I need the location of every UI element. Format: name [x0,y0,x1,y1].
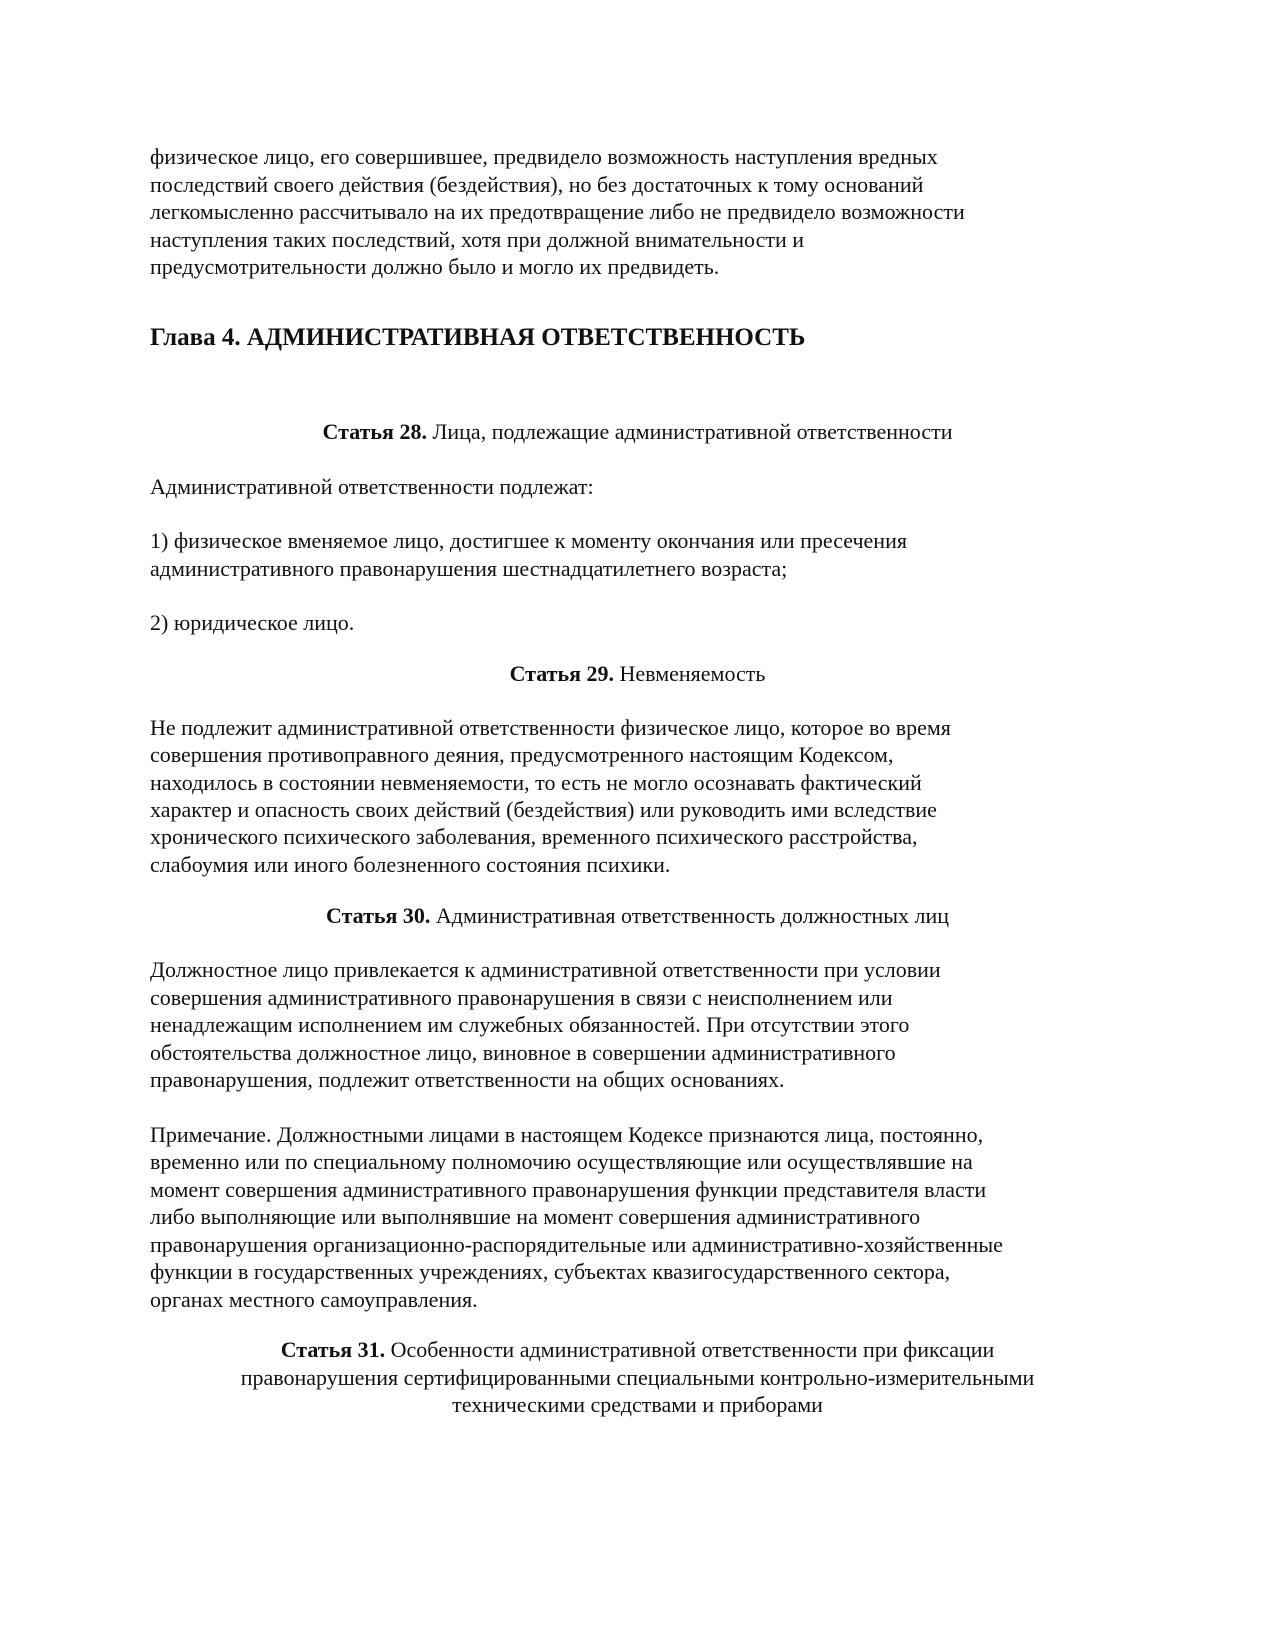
text-line: функции в государственных учреждениях, субъектах квазигосударственного сектора, [150,1259,951,1284]
article-29-heading [150,660,1125,688]
text-line: Не подлежит административной ответственности физическое лицо, которое во время [150,715,951,740]
list-item: 2) юридическое лицо. [150,610,355,635]
note-line: Примечание. Должностными лицами в настоящем Кодексе признаются лица, постоянно, [150,1122,984,1147]
text-line: совершения административного правонарушения в связи с неисполнением или [150,985,893,1010]
text-line: обстоятельства должностное лицо, виновное в совершении административного [150,1040,896,1065]
article-number: Статья 30. [325,903,431,928]
article-title: Особенности административной ответственности при фиксации [385,1337,995,1362]
text-line: правонарушения, подлежит ответственности на общих основаниях. [150,1067,785,1092]
article-title-line: техническими средствами и приборами [452,1392,823,1417]
text-line: слабоумия или иного болезненного состояния психики. [150,852,671,877]
article-30-heading [150,902,1125,930]
article-title-line: правонарушения сертифицированными специальными контрольно-измерительными [240,1365,1035,1390]
article-title: Административная ответственность должностных лиц [430,903,950,928]
text-line: предусмотрительности должно было и могло их предвидеть. [150,254,720,279]
text-line: наступления таких последствий, хотя при должной внимательности и [150,227,804,252]
text-line: хронического психического заболевания, временного психического расстройства, [150,824,918,849]
text-line: находилось в состоянии невменяемости, то есть не могло осознавать фактический [150,770,922,795]
chapter-heading: Глава 4. АДМИНИСТРАТИВНАЯ ОТВЕТСТВЕННОСТЬ [150,324,806,351]
article-title: Лица, подлежащие административной ответственности [426,419,953,444]
text-line: Должностное лицо привлекается к административной ответственности при условии [150,957,941,982]
article-number: Статья 28. [322,419,427,444]
text-line: ненадлежащим исполнением им служебных обязанностей. При отсутствии этого [150,1012,910,1037]
article-number: Статья 29. [509,661,615,686]
text-line: органах местного самоуправления. [150,1287,478,1312]
text-line: временно или по специальному полномочию осуществляющие или осуществлявшие на [150,1149,973,1174]
text-line: правонарушения организационно-распорядительные или административно-хозяйственные [150,1232,1003,1257]
text-line: Административной ответственности подлежат: [150,474,594,499]
text-line: легкомысленно рассчитывало на их предотвращение либо не предвидело возможности [150,199,965,224]
list-item: 1) физическое вменяемое лицо, достигшее к моменту окончания или пресечения [150,528,907,553]
text-line: момент совершения административного правонарушения функции представителя власти [150,1177,987,1202]
article-title: Невменяемость [614,661,766,686]
text-line: административного правонарушения шестнадцатилетнего возраста; [150,556,788,581]
article-28-heading [150,418,1125,446]
text-line: последствий своего действия (бездействия), но без достаточных к тому оснований [150,172,924,197]
article-31-heading [150,1336,1125,1364]
text-line: характер и опасность своих действий (бездействия) или руководить ими вследствие [150,797,937,822]
text-line: либо выполняющие или выполнявшие на момент совершения административного [150,1204,921,1229]
text-line: совершения противоправного деяния, предусмотренного настоящим Кодексом, [150,742,894,767]
text-line: физическое лицо, его совершившее, предвидело возможность наступления вредных [150,144,938,169]
article-number: Статья 31. [280,1337,386,1362]
